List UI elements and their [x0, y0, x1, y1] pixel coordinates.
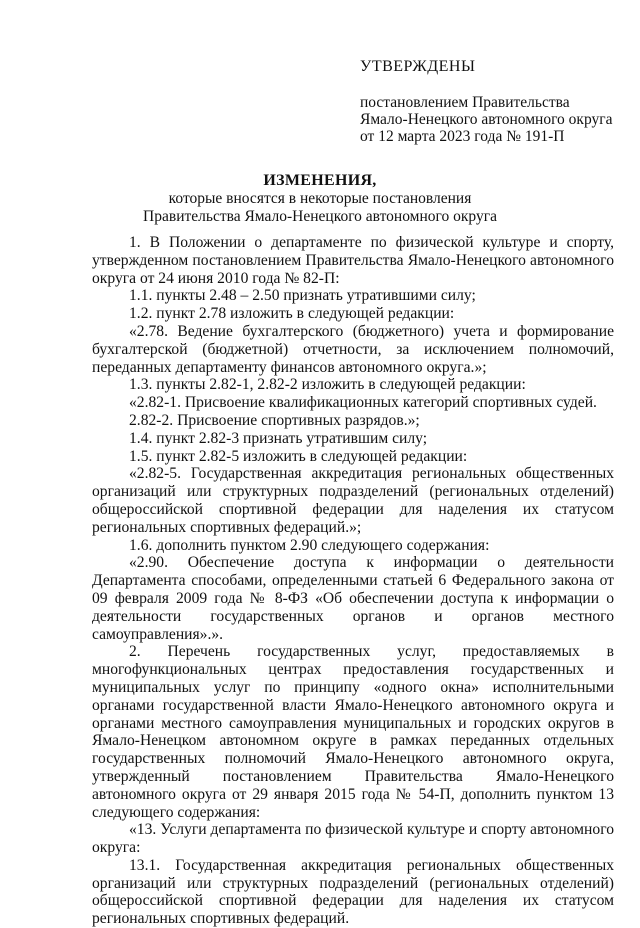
- approval-line-1: постановлением Правительства: [360, 94, 570, 111]
- title-heading: ИЗМЕНЕНИЯ,: [263, 172, 377, 189]
- title-line-1: которые вносятся в некоторые постановления: [168, 190, 472, 207]
- approved-heading: УТВЕРЖДЕНЫ: [360, 58, 476, 75]
- paragraph: «2.78. Ведение бухгалтерского (бюджетного) учета и формирование бухгалтерской (бюджетной) отчетности, за исключением полномочий, переданных департаменту финансов автономного округа.»;: [92, 322, 614, 376]
- paragraph: «13. Услуги департамента по физической культуре и спорту автономного округа:: [92, 821, 614, 857]
- approval-line-3: от 12 марта 2023 года № 191-П: [360, 128, 565, 145]
- approval-block: [360, 58, 612, 145]
- title-line-2: Правительства Ямало-Ненецкого автономного округа: [143, 208, 497, 225]
- paragraph: 2. Перечень государственных услуг, предоставляемых в многофункциональных центрах предоставления государственных и муниципальных услуг по принципу «одного окна» исполнительными органами государственной власти Ямало-Ненецкого автономного округа и органами местного самоуправления муниципальных и городских округов в Ямало-Ненецком автономном округе в рамках переданных отдельных государственных полномочий Ямало-Ненецкого автономного округа, утвержденный постановлением Правительства Ямало-Ненецкого автономного округа от 29 января 2015 года № 54-П, дополнить пунктом 13 следующего содержания:: [92, 643, 614, 821]
- paragraph: 1. В Положении о департаменте по физической культуре и спорту, утвержденном постановлением Правительства Ямало-Ненецкого автономного округа от 24 июня 2010 года № 82-П:: [92, 234, 614, 287]
- paragraph: 13.1. Государственная аккредитация региональных общественных организаций или структурных подразделений (региональных отделений) общероссийской спортивной федерации для наделения их статусом региональных спортивных федераций.: [92, 856, 614, 928]
- paragraph: «2.82-5. Государственная аккредитация региональных общественных организаций или структурных подразделений (региональных отделений) общероссийской спортивной федерации для наделения их статусом региональных спортивных федераций.»;: [92, 465, 614, 536]
- paragraph: 1.5. пункт 2.82-5 изложить в следующей редакции:: [129, 447, 468, 465]
- approval-line-2: Ямало-Ненецкого автономного округа: [360, 111, 613, 128]
- document-body: [92, 234, 614, 928]
- paragraph: 1.2. пункт 2.78 изложить в следующей редакции:: [129, 305, 455, 323]
- paragraph: 1.1. пункты 2.48 – 2.50 признать утратившими силу;: [129, 287, 476, 305]
- paragraph: 1.4. пункт 2.82-3 признать утратившим силу;: [129, 429, 428, 447]
- paragraph: 1.3. пункты 2.82-1, 2.82-2 изложить в следующей редакции:: [129, 376, 526, 394]
- document-title: [0, 172, 640, 226]
- paragraph: 1.6. дополнить пунктом 2.90 следующего содержания:: [129, 536, 490, 554]
- paragraph: 2.82-2. Присвоение спортивных разрядов.»;: [129, 411, 420, 429]
- paragraph: «2.90. Обеспечение доступа к информации о деятельности Департамента способами, определенными статьей 6 Федерального закона от 09 февраля 2009 года № 8-ФЗ «Об обеспечении доступа к информации о деятельности государственных органов и органов местного самоуправления».».: [92, 554, 614, 643]
- paragraph: «2.82-1. Присвоение квалификационных категорий спортивных судей.: [129, 394, 597, 412]
